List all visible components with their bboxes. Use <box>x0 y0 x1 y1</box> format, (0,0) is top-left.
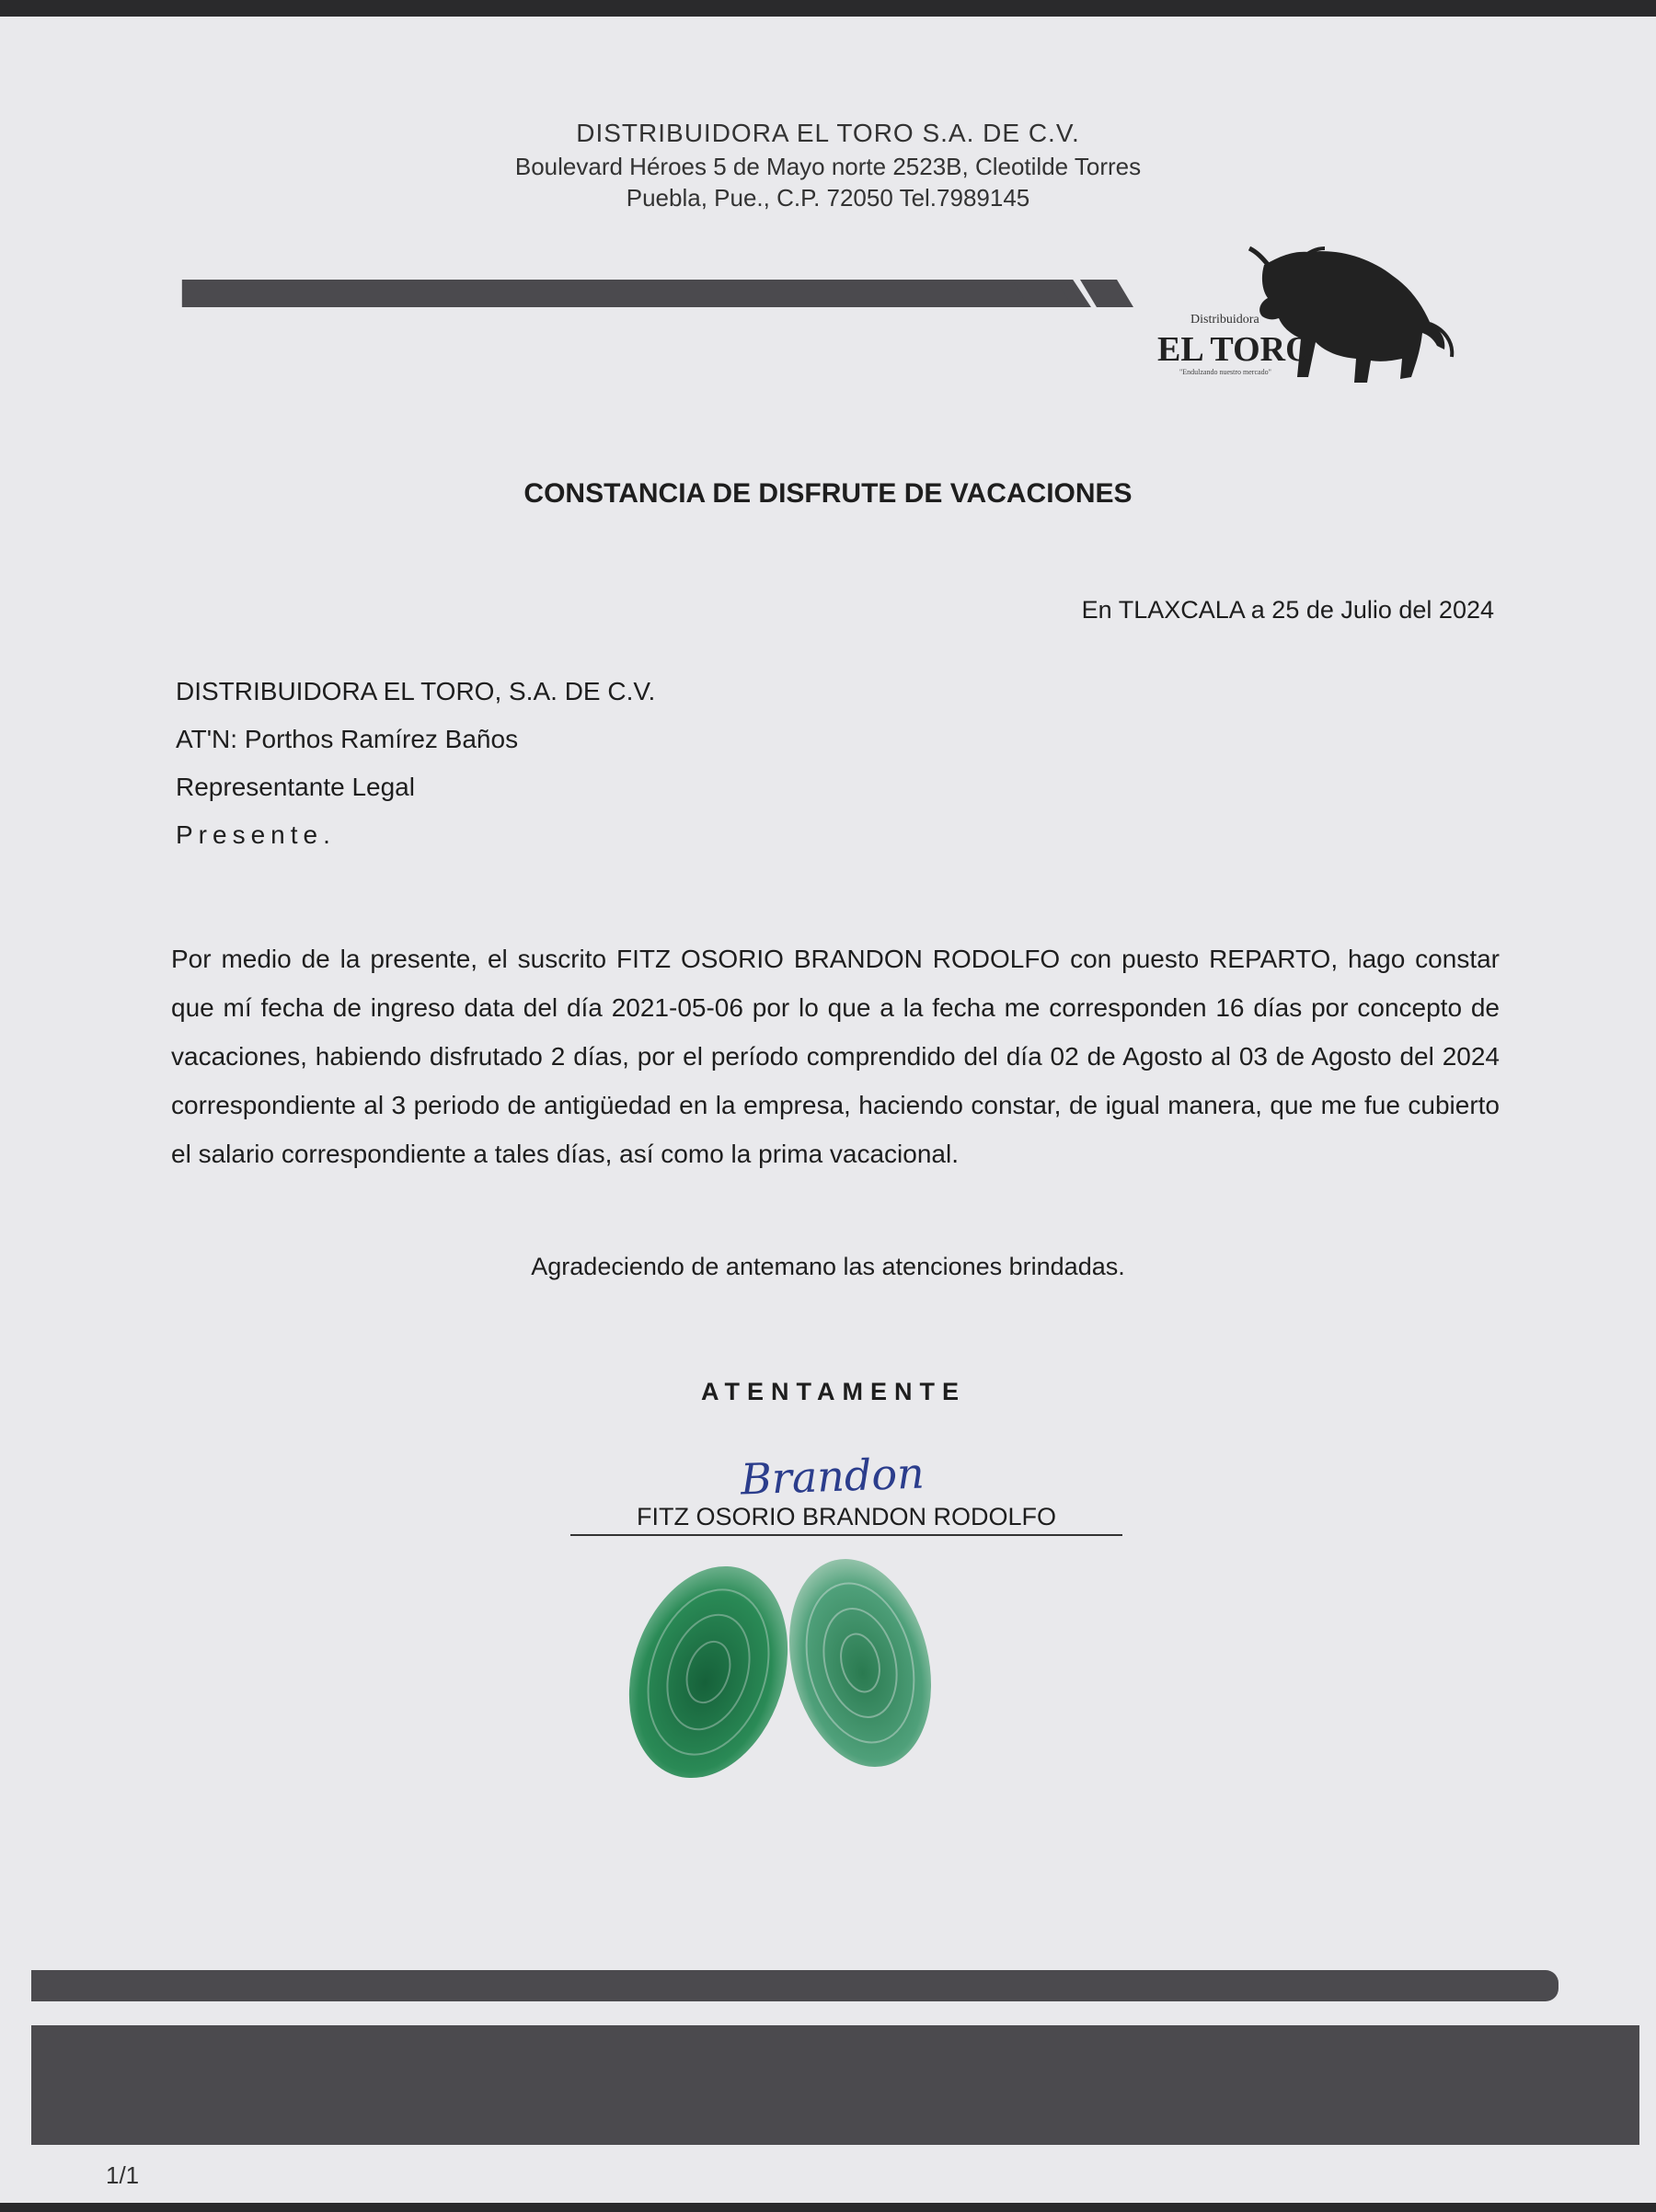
logo-tagline: "Endulzando nuestro mercado" <box>1179 368 1271 376</box>
document-page <box>0 17 1656 2203</box>
document-body: Por medio de la presente, el suscrito FITZ OSORIO BRANDON RODOLFO con puesto REPARTO, hago constar que mí fecha de ingreso data del día 2021-05-06 por lo que a la fecha me corresponden 16 días por concepto de vacaciones, habiendo disfrutado 2 días, por el período comprendido del día 02 de Agosto al 03 de Agosto del 2024 correspondiente al 3 periodo de antigüedad en la empresa, haciendo constar, de igual manera, que me fue cubierto el salario correspondiente a tales días, así como la prima vacacional. <box>171 945 1500 1168</box>
right-fingerprint <box>768 1548 951 1782</box>
signature-line <box>570 1534 1122 1536</box>
el-toro-logo <box>1154 221 1457 395</box>
fingerprints <box>616 1548 966 1787</box>
left-fingerprint <box>616 1548 813 1787</box>
handwritten-signature: Brandon <box>740 1448 926 1505</box>
document-title: CONSTANCIA DE DISFRUTE DE VACACIONES <box>523 478 1133 509</box>
logo-brand: EL TORO <box>1157 330 1313 369</box>
company-address: Boulevard Héroes 5 de Mayo norte 2523B, Cleotilde Torres <box>514 153 1142 180</box>
closing-thanks: Agradeciendo de antemano las atenciones brindadas. <box>531 1253 1125 1280</box>
recipient-company: DISTRIBUIDORA EL TORO, S.A. DE C.V. <box>176 677 656 705</box>
recipient-attention: AT'N: Porthos Ramírez Baños <box>176 725 519 753</box>
page-number: 1/1 <box>106 2161 140 2189</box>
recipient-greeting: Presente. <box>176 820 336 849</box>
signer-name: FITZ OSORIO BRANDON RODOLFO <box>636 1503 1057 1530</box>
company-city-phone: Puebla, Pue., C.P. 72050 Tel.7989145 <box>626 184 1030 212</box>
sign-off: ATENTAMENTE <box>701 1378 966 1405</box>
header-divider-bar <box>180 278 1143 327</box>
recipient-role: Representante Legal <box>176 773 415 801</box>
company-header: DISTRIBUIDORA EL TORO S.A. DE C.V. <box>576 119 1080 147</box>
place-date: En TLAXCALA a 25 de Julio del 2024 <box>1081 596 1494 624</box>
footer-thin-bar <box>31 1970 1558 2001</box>
logo-small-text: Distribuidora <box>1190 313 1259 327</box>
footer-thick-bar <box>31 2025 1639 2145</box>
